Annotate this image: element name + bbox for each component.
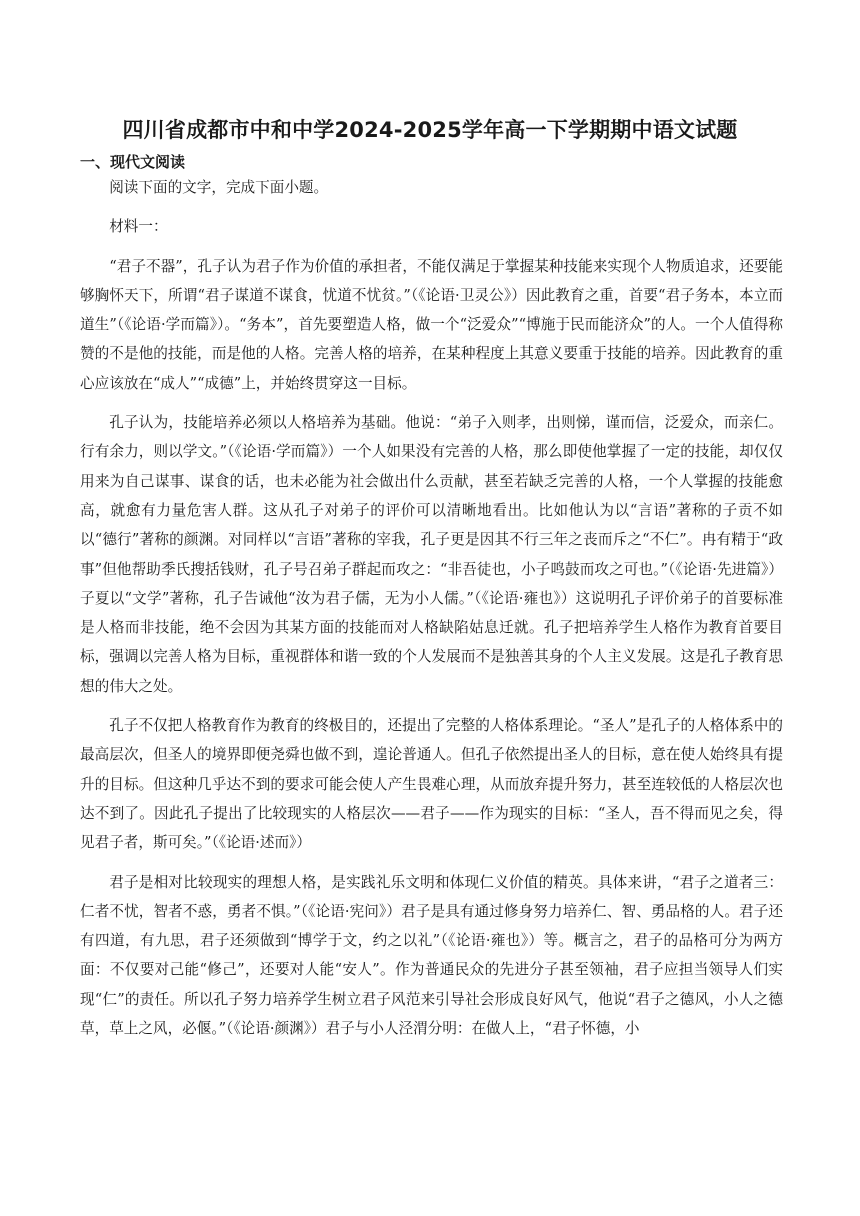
paragraph-2: 孔子认为，技能培养必须以人格培养为基础。他说：“弟子入则孝，出则悌，谨而信，泛爱众，而亲仁。行有余力，则以学文。”（《论语·学而篇》）一个人如果没有完善的人格，那么即使他掌握了一定的技能，却仅仅用来为自己谋事、谋食的话，也未必能为社会做出什么贡献，甚至若缺乏完善的人格，一个人掌握的技能愈高，就愈有力量危害人群。这从孔子对弟子的评价可以清晰地看出。比如他认为以“言语”著称的子贡不如以“德行”著称的颜渊。对同样以“言语”著称的宰我，孔子更是因其不行三年之丧而斥之“不仁”。冉有精于“政事”但他帮助季氏搜括钱财，孔子号召弟子群起而攻之：“非吾徒也，小子鸣鼓而攻之可也。”（《论语·先进篇》）子夏以“文学”著称，孔子告诫他“汝为君子儒，无为小人儒。”（《论语·雍也》）这说明孔子评价弟子的首要标准是人格而非技能，绝不会因为其某方面的技能而对人格缺陷姑息迁就。孔子把培养学生人格作为教育首要目标，强调以完善人格为目标，重视群体和谐一致的个人发展而不是独善其身的个人主义发展。这是孔子教育思想的伟大之处。	[80, 414, 783, 695]
page-title: 四川省成都市中和中学2024-2025学年高一下学期期中语文试题	[122, 118, 738, 142]
paragraph-3: 孔子不仅把人格教育作为教育的终极目的，还提出了完整的人格体系理论。“圣人”是孔子的人格体系中的最高层次，但圣人的境界即便尧舜也做不到，遑论普通人。但孔子依然提出圣人的目标，意在使人始终具有提升的目标。但这种几乎达不到的要求可能会使人产生畏难心理，从而放弃提升努力，甚至连较低的人格层次也达不到了。因此孔子提出了比较现实的人格层次——君子——作为现实的目标：“圣人，吾不得而见之矣，得见君子者，斯可矣。”（《论语·述而》）	[80, 717, 783, 852]
paragraph-4: 君子是相对比较现实的理想人格，是实践礼乐文明和体现仁义价值的精英。具体来讲，“君子之道者三：仁者不忧，智者不惑，勇者不惧。”（《论语·宪问》）君子是具有通过修身努力培养仁、智、勇品格的人。君子还有四道，有九思，君子还须做到“博学于文，约之以礼”（《论语·雍也》）等。概言之，君子的品格可分为两方面：不仅要对己能“修己”，还要对人能“安人”。作为普通民众的先进分子甚至领袖，君子应担当领导人们实现“仁”的责任。所以孔子努力培养学生树立君子风范来引导社会形成良好风气，他说“君子之德风，小人之德草，草上之风，必偃。”（《论语·颜渊》）君子与小人泾渭分明：在做人上，“君子怀德，小	[80, 873, 783, 1038]
spacer	[80, 202, 783, 212]
section-heading: 一、现代文阅读	[80, 153, 186, 171]
spacer	[80, 701, 783, 711]
instruction-text: 阅读下面的文字，完成下面小题。	[109, 179, 329, 196]
spacer	[80, 242, 783, 252]
material-label: 材料一：	[109, 218, 168, 236]
body-text	[80, 173, 783, 1043]
spacer	[80, 398, 783, 408]
paragraph-1: “君子不器”，孔子认为君子作为价值的承担者，不能仅满足于掌握某种技能来实现个人物质追求，还要能够胸怀天下，所谓“君子谋道不谋食，忧道不忧贫。”（《论语·卫灵公》）因此教育之重，首要“君子务本，本立而道生”（《论语·学而篇》）。“务本”，首先要塑造人格，做一个“泛爱众”“博施于民而能济众”的人。一个人值得称赞的不是他的技能，而是他的人格。完善人格的培养，在某种程度上其意义要重于技能的培养。因此教育的重心应该放在“成人”“成德”上，并始终贯穿这一目标。	[80, 257, 783, 392]
spacer	[80, 858, 783, 868]
